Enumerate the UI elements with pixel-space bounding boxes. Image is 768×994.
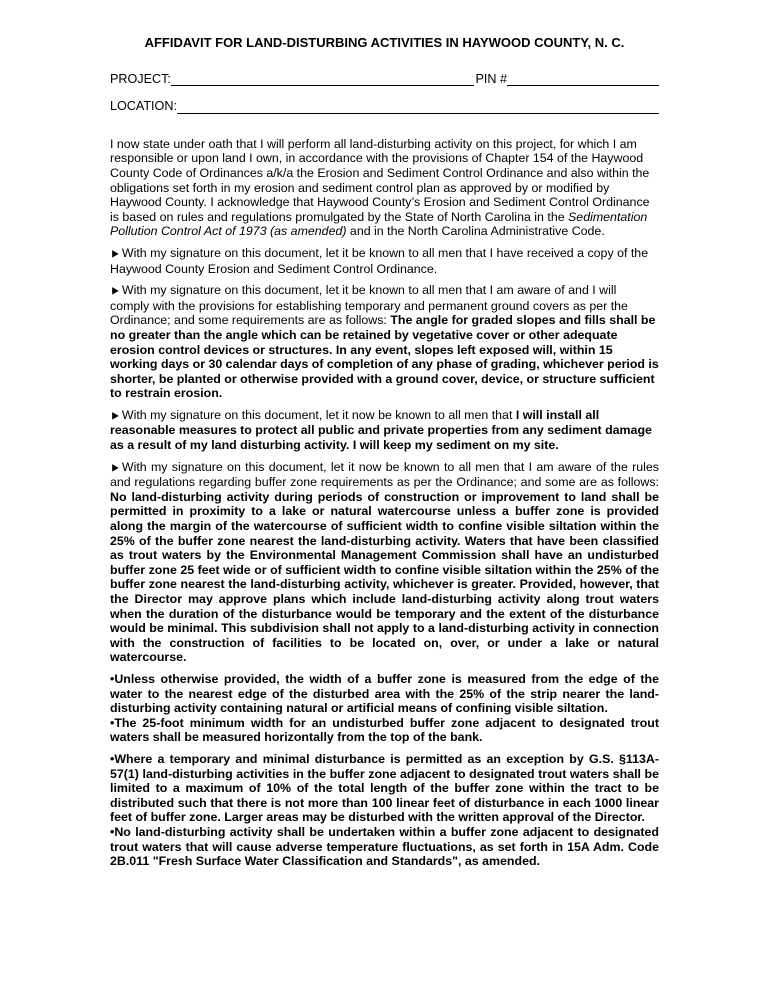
buffer-zone-text: With my signature on this document, let it now be known to all men that I am aware of the rules and regulations regarding buffer zone requirements as per the Ordinance; and some are as follows: No land-disturbing activity during periods of construction or improvement to land shall be permitted in proximity to a lake or natural watercourse unless a buffer zone is provided along the margin of the watercourse of sufficient width to confine visible siltation within the 25% of the buffer zone nearest the land-disturbing activity. Waters that have been classified as trout waters by the Environmental Management Commission shall have an undisturbed buffer zone 25 feet wide or of sufficient width to confine visible siltation within the 25% of the buffer zone nearest the land-disturbing activity, whichever is greater. Provided, however, that the Director may approve plans which include land-disturbing activity along trout waters when the duration of the disturbance would be temporary and the extent of the disturbance would be minimal. This subdivision shall not apply to a land-disturbing activity in connection with the construction of facilities to be located on, over, or under a lake or natural watercourse. [110,459,659,665]
buffer-width-text: Unless otherwise provided, the width of a buffer zone is measured from the edge of the water to the nearest edge of the disturbed area with the 25% of the strip nearer the land-disturbing activity containing natural or artificial means of confining visible siltation. [110,671,659,716]
copy-received-text: With my signature on this document, let it be known to all men that I have received a copy of the Haywood County Erosion and Sediment Control Ordinance. [110,245,649,276]
temperature-fluctuation-bullet [110,825,659,869]
temperature-fluctuation-text: No land-disturbing activity shall be undertaken within a buffer zone adjacent to designated trout waters that will cause adverse temperature fluctuations, as set forth in 15A Adm. Code 2B.011 "Fresh Surface Water Classification and Standards", as amended. [110,824,659,869]
project-pin-row [110,72,659,87]
buffer-width-bullet [110,672,659,716]
location-label: LOCATION: [110,99,177,114]
trout-minimum-width-bullet [110,716,659,745]
arrow-bullet-icon: ► [110,460,121,475]
ground-cover-paragraph [110,283,659,401]
arrow-bullet-icon: ► [110,408,121,423]
dot-bullet-icon: • [110,715,115,730]
dot-bullet-icon: • [110,751,115,766]
buffer-zone-paragraph [110,460,659,665]
arrow-bullet-icon: ► [110,284,121,298]
project-field-line[interactable] [171,72,474,86]
copy-received-paragraph [110,246,659,276]
temporary-disturbance-text: Where a temporary and minimal disturbance is permitted as an exception by G.S. §113A-57(1) land-disturbing activities in the buffer zone adjacent to designated trout waters shall be limited to a maximum of 10% of the total length of the buffer zone within the tract to be distributed such that there is not more than 100 linear feet of disturbance in each 1000 linear feet of buffer zone. Larger areas may be disturbed with the written approval of the Director. [110,751,659,825]
dot-bullet-icon: • [110,671,115,686]
ground-cover-text: With my signature on this document, let it be known to all men that I am aware of and I will comply with the provisions for establishing temporary and permanent ground covers as per the Ordinance; and some requirements are as follows: The angle for graded slopes and fills shall be no greater than the angle which can be retained by vegetative cover or other adequate erosion control devices or structures. In any event, slopes left exposed will, within 15 working days or 30 calendar days of completion of any phase of grading, whichever period is shorter, be planted or otherwise provided with a ground cover, device, or structure sufficient to restrain erosion. [110,283,659,401]
sediment-protection-paragraph [110,408,659,453]
sediment-protection-text: With my signature on this document, let it now be known to all men that I will install all reasonable measures to protect all public and private properties from any sediment damage as a result of my land disturbing activity. I will keep my sediment on my site. [110,407,652,453]
trout-waters-bullet-group [110,752,659,869]
arrow-bullet-icon: ► [110,246,121,261]
temporary-disturbance-bullet [110,752,659,825]
document-title: AFFIDAVIT FOR LAND-DISTURBING ACTIVITIES IN HAYWOOD COUNTY, N. C. [144,35,625,50]
pin-field-line[interactable] [507,72,659,86]
project-label: PROJECT: [110,71,171,86]
dot-bullet-icon: • [110,824,115,839]
buffer-width-bullet-group [110,672,659,745]
location-row [110,99,659,114]
pin-label: PIN # [475,71,507,86]
location-field-line[interactable] [177,100,659,114]
trout-minimum-width-text: The 25-foot minimum width for an undisturbed buffer zone adjacent to designated trout waters shall be measured horizontally from the top of the bank. [110,715,659,745]
oath-text: I now state under oath that I will perform all land-disturbing activity on this project, for which I am responsible or upon land I own, in accordance with the provisions of Chapter 154 of the Haywood County Code of Ordinances a/k/a the Erosion and Sediment Control Ordinance and also within the obligations set forth in my erosion and sediment control plan as approved by or modified by Haywood County. I acknowledge that Haywood County’s Erosion and Sediment Control Ordinance is based on rules and regulations promulgated by the State of North Carolina in the Sedimentation Pollution Control Act of 1973 (as amended) and in the North Carolina Administrative Code. [110,136,650,239]
oath-paragraph [110,137,659,239]
